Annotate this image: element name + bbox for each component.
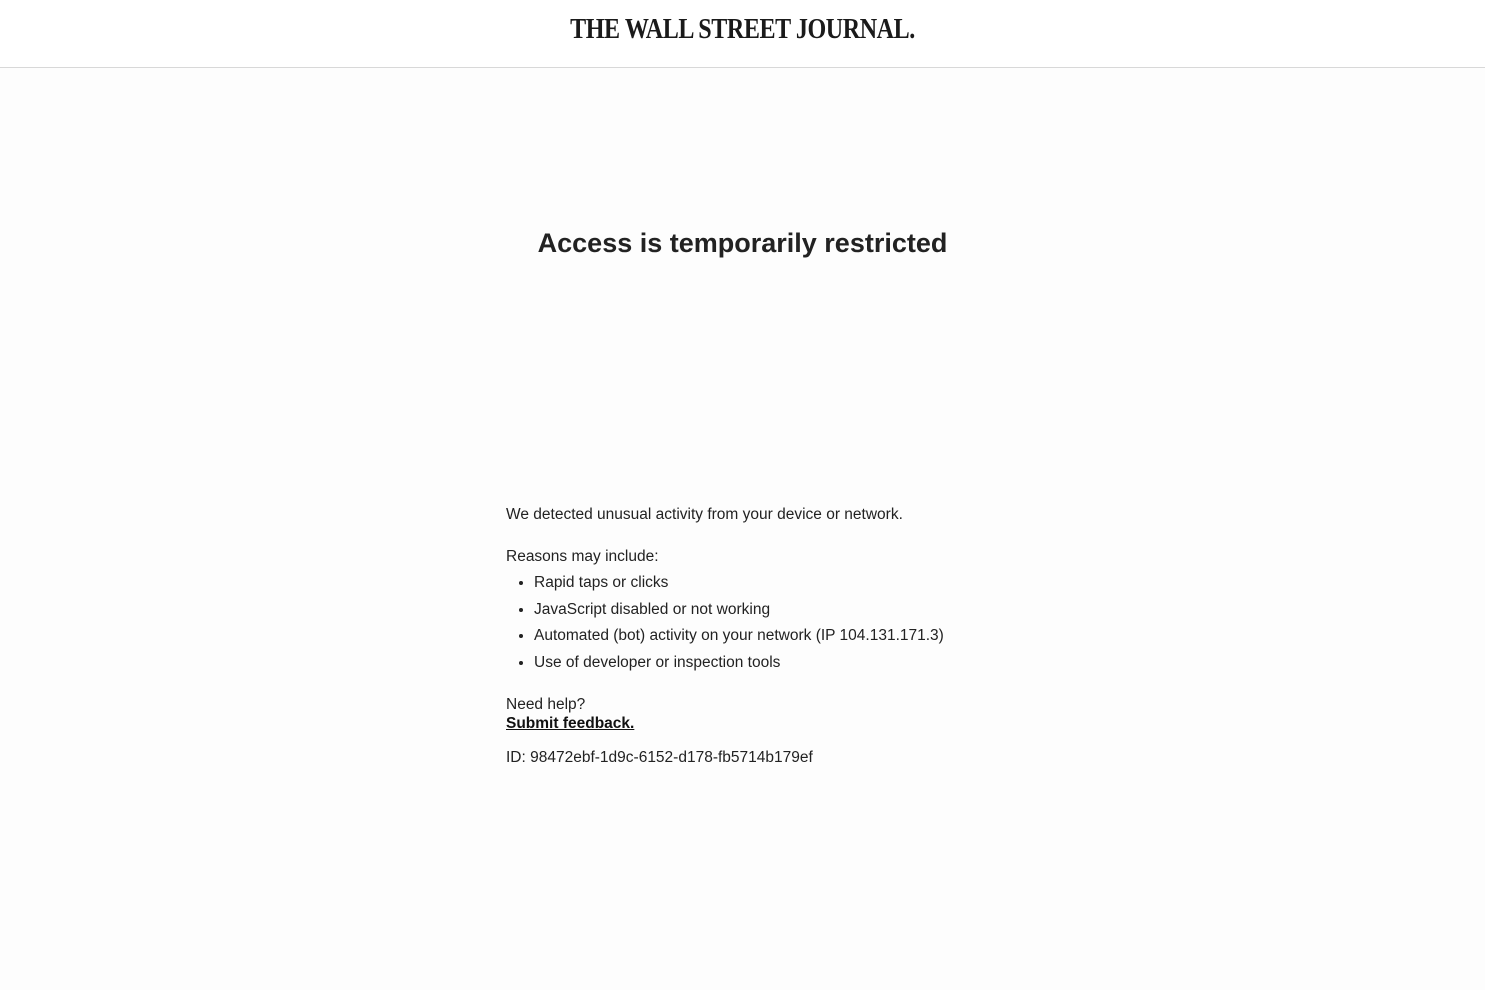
wsj-logo[interactable]: THE WALL STREET JOURNAL.: [570, 14, 915, 45]
page-title: Access is temporarily restricted: [537, 228, 948, 258]
request-id: ID: 98472ebf-1d9c-6152-d178-fb5714b179ef: [506, 748, 813, 766]
list-item: • Use of developer or inspection tools: [534, 653, 1026, 672]
help-text: Need help?: [506, 695, 586, 713]
list-item: • Rapid taps or clicks: [534, 573, 1026, 592]
list-item: • JavaScript disabled or not working: [534, 600, 1026, 619]
reasons-heading: Reasons may include:: [506, 548, 659, 565]
list-item: • Automated (bot) activity on your network (IP 104.131.171.3): [534, 626, 1026, 645]
reasons-list: [506, 573, 1026, 672]
restriction-message: [506, 505, 1026, 767]
submit-feedback-link[interactable]: Submit feedback.: [506, 714, 635, 732]
detected-text: We detected unusual activity from your device or network.: [506, 506, 903, 523]
site-header: [0, 0, 1485, 68]
